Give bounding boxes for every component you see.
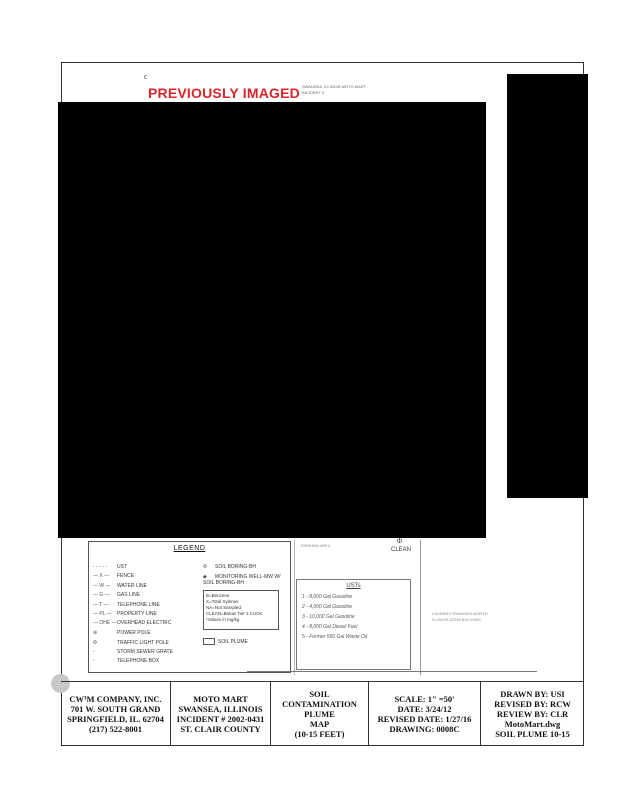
review-by: REVIEW BY: CLR <box>496 709 569 719</box>
legend-label: FENCE <box>117 573 134 579</box>
legend-item <box>93 658 159 664</box>
legend-item <box>203 574 289 586</box>
revised-date: REVISED DATE: 1/27/16 <box>377 714 472 724</box>
company-city: SPRINGFIELD, IL. 62704 <box>67 714 164 724</box>
soil-plume-swatch <box>203 638 215 645</box>
map-title-line: MAP <box>309 719 330 729</box>
legend-item <box>93 592 140 598</box>
ust-list-title: USTs <box>346 583 361 589</box>
legend-symbol: - - - - - <box>93 564 107 570</box>
legend-item <box>93 573 134 579</box>
map-boundary-line <box>420 540 421 675</box>
site-name: MOTO MART <box>193 694 248 704</box>
adjacent-property-line-2: ILLINOIS 62226 BUILDING <box>432 617 481 622</box>
header-note-line-2: INCIDENT # <box>302 90 325 95</box>
site-location: SWANSEA, ILLINOIS <box>178 704 263 714</box>
legend-symbol: — G — <box>93 592 110 598</box>
chem-note: CLEAN=Below Tier 1 CUOs <box>206 611 262 616</box>
company-name: CW³M COMPANY, INC. <box>69 694 162 704</box>
soil-boring-icon: Φ <box>203 564 207 570</box>
adjacent-property-line-1: LAUNDRO SWANSEA NORTH <box>432 611 488 616</box>
legend-label: GAS LINE <box>117 592 141 598</box>
header-note <box>302 84 366 96</box>
monitoring-well-icon: ◆ <box>203 574 207 580</box>
ust-item: 1 - 8,000 Gal Gasoline <box>302 594 353 600</box>
chemical-key-box <box>203 590 279 630</box>
legend-label: MONITORING WELL-MW W/ SOIL BORING-BH <box>203 574 281 586</box>
legend-label: TRAFFIC LIGHT POLE <box>117 640 169 646</box>
company-info <box>61 682 171 746</box>
legend-label: OVERHEAD ELECTRIC <box>117 620 172 626</box>
chem-note: B=Benzene <box>206 593 230 598</box>
ust-list-box <box>296 579 411 670</box>
map-title-line: (10-15 FEET) <box>294 729 345 739</box>
legend-item <box>93 602 160 608</box>
ust-item: 2 - 4,000 Gal Gasoline <box>302 604 353 610</box>
storm-sewer-grate-icon: ▫ <box>93 649 95 655</box>
legend-box <box>88 541 291 673</box>
map-title-line: SOIL <box>309 689 330 699</box>
legend-item <box>93 649 173 655</box>
legend-label: SOIL PLUME <box>218 638 248 645</box>
legend-label: UST <box>117 564 127 570</box>
adjacent-property-label <box>432 611 488 623</box>
corner-mark: c <box>144 72 148 81</box>
telephone-box-icon: ▫ <box>93 658 95 664</box>
legend-label: POWER POLE <box>117 630 151 636</box>
chem-note: NA=Not Sampled <box>206 605 241 610</box>
legend-label: TELEPHONE BOX <box>117 658 160 664</box>
drawn-by: DRAWN BY: USI <box>500 689 565 699</box>
ust-item: 5 - Former 550 Gal Waste Oil <box>302 634 368 640</box>
chem-note: *Values in mg/kg <box>206 617 240 622</box>
county: ST. CLAIR COUNTY <box>180 724 261 734</box>
legend-symbol: — OHE — <box>93 620 117 626</box>
map-boundary-line <box>294 540 295 675</box>
legend-item <box>93 611 157 617</box>
title-block <box>61 681 584 746</box>
map-title-line: PLUME <box>304 709 335 719</box>
legend-item <box>93 630 151 636</box>
divider-line <box>247 671 537 672</box>
scale-info <box>369 682 481 746</box>
chem-note: X=Total Xylenes <box>206 599 239 604</box>
legend-symbol: — X — <box>93 573 110 579</box>
legend-label: WATER LINE <box>117 583 148 589</box>
legend-symbol: — W — <box>93 583 111 589</box>
ust-item: 3 - 10,000 Gal Gasoline <box>302 614 355 620</box>
revised-by: REVISED BY: RCW <box>494 699 571 709</box>
drawing-sheet: SOIL PLUME 10-15 <box>495 729 570 739</box>
legend-symbol: — T — <box>93 602 109 608</box>
traffic-light-pole-icon: Φ <box>93 640 97 646</box>
power-pole-icon: ⊕ <box>93 630 98 636</box>
drawing-file: MotoMart.dwg <box>504 719 561 729</box>
header-note-line-1: SWANSEA, ILLINOIS MOTO MART <box>302 84 366 89</box>
parking-area-label: PARKING AREA <box>301 543 331 548</box>
legend-label: SOIL BORING-BH <box>215 564 256 570</box>
legend-item <box>93 583 147 589</box>
date: DATE: 3/24/12 <box>397 704 452 714</box>
company-phone: (217) 522-8001 <box>88 724 143 734</box>
drawing-number: DRAWING: 0008C <box>389 724 460 734</box>
redacted-side-panel <box>507 74 588 498</box>
soil-boring-icon: Φ <box>397 537 403 545</box>
map-title <box>271 682 369 746</box>
scale: SCALE: 1" =50' <box>394 694 455 704</box>
redacted-map-area <box>58 102 486 538</box>
legend-symbol: — PL — <box>93 611 112 617</box>
ust-item: 4 - 8,000 Gal Diesel Fuel <box>302 624 358 630</box>
soil-plume-legend <box>203 638 248 645</box>
legend-label: TELEPHONE LINE <box>117 602 160 608</box>
legend-item <box>93 564 127 570</box>
clean-label: CLEAN <box>391 547 412 553</box>
previously-imaged-stamp: PREVIOUSLY IMAGED <box>148 85 300 101</box>
company-address: 701 W. SOUTH GRAND <box>70 704 161 714</box>
site-info <box>171 682 271 746</box>
map-title-line: CONTAMINATION <box>282 699 357 709</box>
legend-item <box>203 564 256 570</box>
legend-label: PROPERTY LINE <box>117 611 157 617</box>
legend-item <box>93 640 169 646</box>
review-info <box>481 682 584 746</box>
legend-title: LEGEND <box>173 545 206 552</box>
legend-label: STORM SEWER GRATE <box>117 649 173 655</box>
legend-item <box>93 620 171 626</box>
incident-number: INCIDENT # 2002-0431 <box>176 714 265 724</box>
